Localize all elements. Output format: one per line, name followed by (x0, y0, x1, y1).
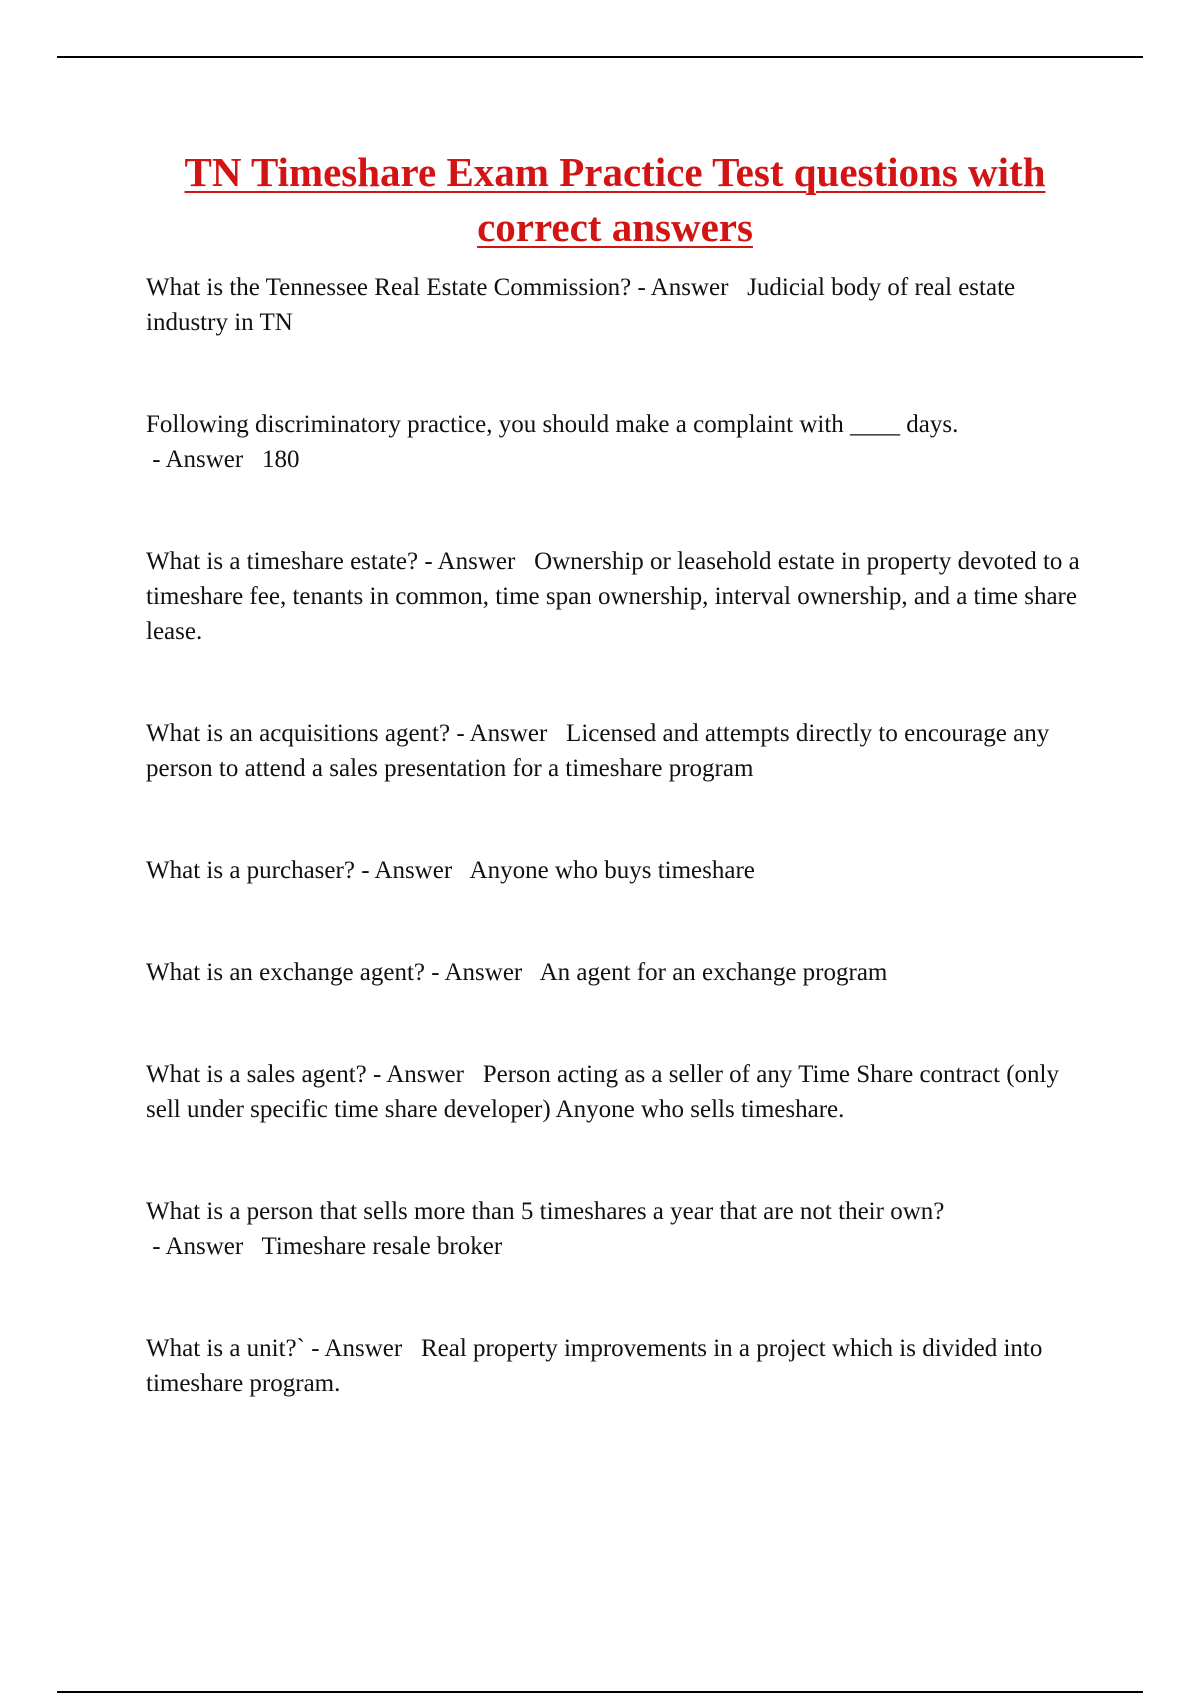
answer-text: Anyone who buys timeshare (469, 857, 755, 884)
answer-text: An agent for an exchange program (539, 959, 888, 986)
answer-text: 180 (261, 446, 300, 473)
question-text: What is a person that sells more than 5 timeshares a year that are not their own? (146, 1198, 945, 1225)
qa-item (146, 1194, 1096, 1264)
answer-separator: - Answer (304, 1335, 421, 1362)
answer-separator: - Answer (146, 446, 262, 473)
answer-separator: - Answer (354, 857, 470, 884)
document-title: TN Timeshare Exam Practice Test questions with correct answers (184, 149, 1046, 250)
question-text: Following discriminatory practice, you should make a complaint with ____ days. (146, 411, 959, 438)
qa-item (146, 716, 1096, 786)
qa-item (146, 544, 1096, 649)
qa-item (146, 1057, 1096, 1127)
answer-separator: - Answer (631, 274, 748, 301)
qa-item (146, 1331, 1096, 1401)
question-text: What is the Tennessee Real Estate Commission? (146, 274, 632, 301)
answer-text: Person acting as a seller of any Time Share contract (only sell under specific time share developer) Anyone who sells timeshare. (146, 1061, 1059, 1123)
qa-item (146, 853, 1096, 888)
answer-separator: - Answer (425, 959, 540, 986)
answer-separator: - Answer (146, 1233, 262, 1260)
answer-text: Judicial body of real estate industry in TN (146, 274, 1016, 336)
qa-item (146, 407, 1096, 477)
answer-text: Real property improvements in a project which is divided into timeshare program. (146, 1335, 1043, 1397)
footer-rule (57, 1691, 1143, 1693)
answer-text: Licensed and attempts directly to encourage any person to attend a sales presentation for a timeshare program (146, 720, 1050, 782)
qa-list (146, 270, 1096, 1401)
question-text: What is an exchange agent? (146, 959, 426, 986)
question-text: What is a timeshare estate? (146, 548, 419, 575)
answer-separator: - Answer (366, 1061, 483, 1088)
question-text: What is a purchaser? (146, 857, 355, 884)
answer-text: Ownership or leasehold estate in property devoted to a timeshare fee, tenants in common, time span ownership, interval ownership, and a time share lease. (146, 548, 1080, 645)
qa-item (146, 955, 1096, 990)
answer-separator: - Answer (450, 720, 567, 747)
header-rule (57, 56, 1143, 58)
answer-text: Timeshare resale broker (261, 1233, 503, 1260)
question-text: What is a sales agent? (146, 1061, 367, 1088)
answer-separator: - Answer (418, 548, 535, 575)
qa-item (146, 270, 1096, 340)
question-text: What is an acquisitions agent? (146, 720, 451, 747)
question-text: What is a unit?` (146, 1335, 305, 1362)
